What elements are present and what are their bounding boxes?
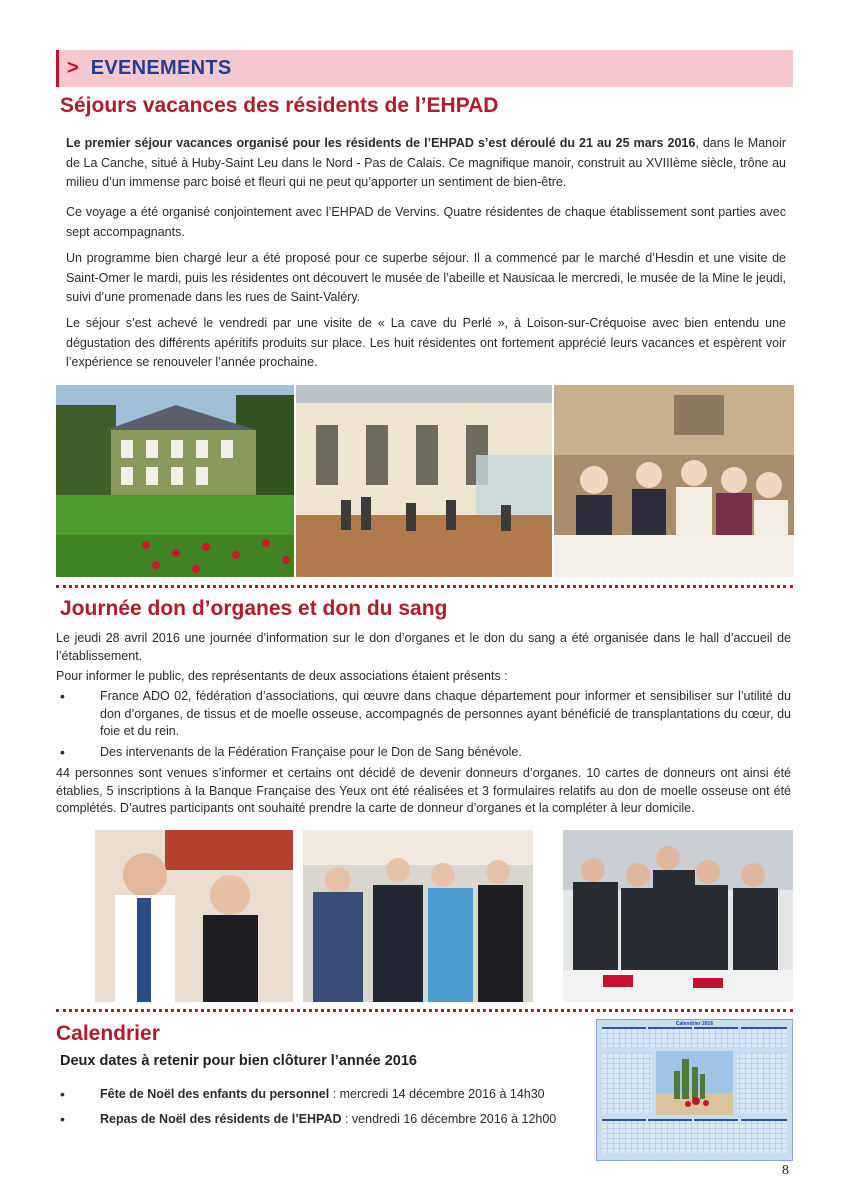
bullet-icon: •	[60, 688, 65, 704]
list-item-text: France ADO 02, fédération d’associations, qui œuvre dans chaque département pour informer et sensibiliser sur l’utilité du don d’organes, de tissus et de moelle osseuse, accompagnés de personnes ayant bénéficié de transplantations du cœur, du foie et du rein.	[100, 689, 791, 738]
list-item	[56, 1087, 586, 1101]
calendar-title: Calendrier 2016	[675, 1021, 714, 1027]
banner-title: EVENEMENTS	[90, 57, 232, 79]
section-title-don-organes: Journée don d’organes et don du sang	[60, 597, 448, 620]
section-title-calendrier: Calendrier	[56, 1022, 160, 1045]
list-item	[56, 688, 791, 741]
photo-intervenants-3	[563, 830, 793, 1002]
event-date: : mercredi 14 décembre 2016 à 14h30	[329, 1087, 545, 1101]
bullet-icon: •	[60, 743, 65, 760]
list-item	[56, 1112, 586, 1126]
paragraph-don-public: Pour informer le public, des représentants de deux associations étaient présents :	[56, 669, 508, 683]
list-item	[56, 744, 791, 762]
event-label: Repas de Noël des résidents de l’EHPAD	[100, 1112, 342, 1126]
paragraph-sejour-intro-rest: , dans le Manoir de La Canche, situé à Huby-Saint Leu dans le Nord - Pas de Calais. Ce magnifique manoir, construit au XVIIIème siècle, trône au milieu d’un immense parc boisé et fleuri qui ne peut qu’apporter un sentiment de bien-être.	[66, 136, 786, 189]
photo-manoir	[56, 385, 294, 577]
paragraph-sejour-voyage: Ce voyage a été organisé conjointement avec l’EHPAD de Vervins. Quatre résidentes de chaque établissement sont parties avec sept accompagnants.	[66, 205, 786, 239]
paragraph-don-resultats: 44 personnes sont venues s’informer et certains ont décidé de devenir donneurs d’organes. 10 cartes de donneurs ont ainsi été établies, 5 inscriptions à la Banque Française des Yeux ont été réalisées et 3 formulaires relatifs au don de moelle osseuse ont été complétés. D’autres participants ont souhaité prendre la carte de donneur d’organes et la compléter à leur domicile.	[56, 766, 791, 815]
chevron-right-icon: >	[67, 57, 79, 79]
bullet-icon: •	[60, 1111, 65, 1127]
paragraph-don-intro: Le jeudi 28 avril 2016 une journée d’information sur le don d’organes et le don du sang a été organisée dans le hall d’accueil de l’établissement.	[56, 631, 791, 663]
section-title-sejours: Séjours vacances des résidents de l’EHPAD	[60, 94, 499, 117]
calendar-thumbnail	[596, 1019, 793, 1161]
photo-intervenants-1	[95, 830, 293, 1002]
event-label: Fête de Noël des enfants du personnel	[100, 1087, 330, 1101]
paragraph-sejour-fin: Le séjour s’est achevé le vendredi par une visite de « La cave du Perlé », à Loison-sur-Créquoise avec bien entendu une dégustation des différents apéritifs produits sur place. Les huit résidentes ont fortement apprécié leurs vacances et espèrent voir l’expérience se renouveler l’année prochaine.	[66, 316, 786, 369]
photo-intervenants-2	[303, 830, 533, 1002]
section-divider	[56, 585, 793, 588]
calendrier-subtitle: Deux dates à retenir pour bien clôturer l’année 2016	[60, 1053, 417, 1069]
photo-repas-groupe	[554, 385, 794, 577]
section-banner	[56, 50, 793, 87]
paragraph-sejour-intro	[66, 134, 786, 193]
event-date: : vendredi 16 décembre 2016 à 12h00	[341, 1112, 557, 1126]
list-item-text: Des intervenants de la Fédération Française pour le Don de Sang bénévole.	[100, 744, 522, 759]
events-list	[56, 1087, 586, 1126]
page-number: 8	[782, 1163, 789, 1178]
photo-terrasse	[296, 385, 552, 577]
paragraph-sejour-programme: Un programme bien chargé leur a été proposé pour ce superbe séjour. Il a commencé par le marché d’Hesdin et une visite de Saint-Omer le mardi, puis les résidentes ont découvert le musée de l’abeille et Nausicaa le mercredi, le musée de la Mine le jeudi, suivi d’une promenade dans les rues de Saint-Valéry.	[66, 251, 786, 304]
bullet-icon: •	[60, 1086, 65, 1102]
associations-list	[56, 688, 791, 764]
paragraph-sejour-intro-bold: Le premier séjour vacances organisé pour les résidents de l’EHPAD s’est déroulé du 21 au 25 mars 2016	[66, 136, 696, 150]
section-divider	[56, 1009, 793, 1012]
